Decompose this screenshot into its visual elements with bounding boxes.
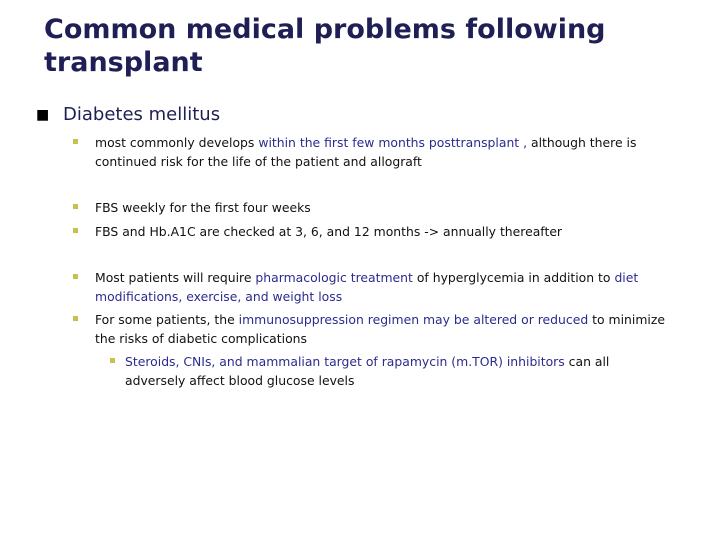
list-item-text: FBS weekly for the first four weeks [95, 200, 311, 215]
list-item-text-part: although there is continued risk for the life of the patient and allograft [95, 135, 637, 169]
slide-title: Common medical problems following transplant [44, 14, 606, 78]
list-item-text [95, 133, 673, 171]
highlight-text: within the first few months posttransplant , [254, 135, 528, 150]
list-item-text-part: Most patients will require [95, 270, 256, 285]
square-bullet-icon [73, 139, 78, 144]
highlight-text: diet modifications, exercise, and weight loss [95, 270, 639, 304]
square-bullet-icon: ■ [36, 107, 50, 123]
list-item-text [95, 310, 673, 348]
list-item-text: FBS and Hb.A1C are checked at 3, 6, and 12 months -> annually thereafter [95, 224, 563, 239]
list-item-text-part: can all adversely affect blood glucose levels [125, 354, 610, 388]
highlight-text: Steroids, CNIs, and mammalian target of rapamycin (m.TOR) inhibitors [125, 354, 565, 369]
list-item-text-part: For some patients, the [95, 312, 239, 327]
list-item-text-part: to minimize the risks of diabetic complications [95, 312, 665, 346]
highlight-text: pharmacologic treatment [255, 270, 413, 285]
highlight-text: immunosuppression regimen may be altered or reduced [238, 312, 589, 327]
square-bullet-icon [110, 358, 115, 363]
square-bullet-icon [73, 274, 78, 279]
list-item-text-part: of hyperglycemia in addition to [412, 270, 615, 285]
list-item-text [125, 352, 650, 390]
list-item-text [95, 268, 673, 306]
square-bullet-icon [73, 316, 78, 321]
list-item-text-part: most commonly develops [95, 135, 255, 150]
square-bullet-icon [73, 228, 78, 233]
heading-text: Diabetes mellitus [63, 104, 221, 125]
square-bullet-icon [73, 204, 78, 209]
